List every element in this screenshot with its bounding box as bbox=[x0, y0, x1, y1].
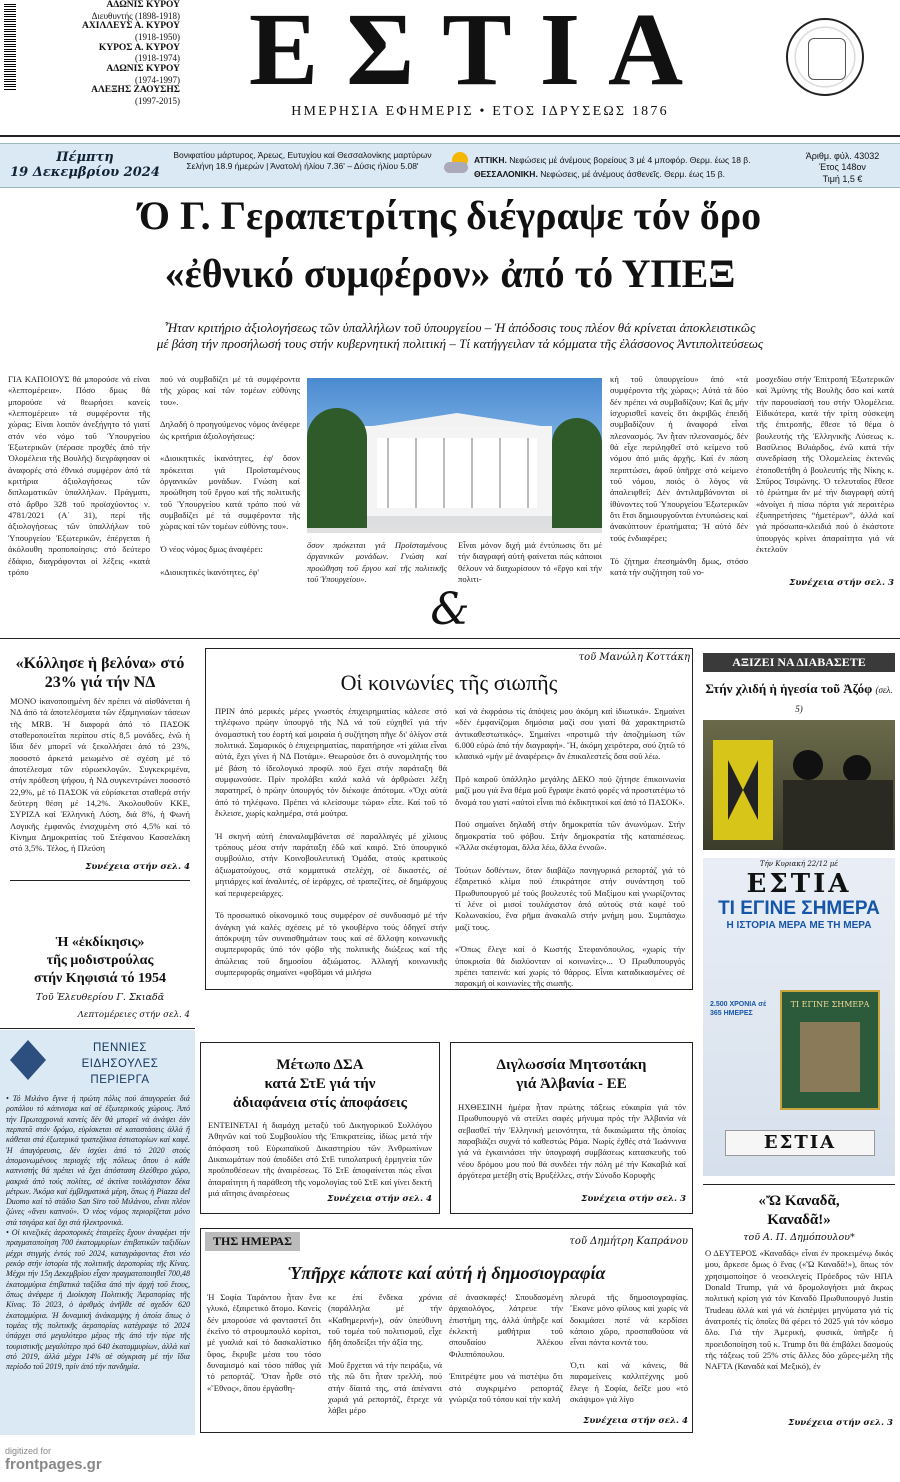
mitsotakis-body: ΗΧΘΕΣΙΝΗ ἡμέρα ἦταν πρώτης τάξεως εὐκαιρία γιά τόν Πρωθυπουργό νά στείλει σαφές μήνυμα πρός τήν Ἀλβανία νά σεβασθεῖ τήν Ἑλληνική μειονότητα, τά δικαιώματα τῆς ὁποίας παραβιάζει συχνά τό καθεστώς Ράμα. Νωρίς ἐχθές στά Ἰωάννινα γιά νά ἐγκαινιάσει τήν ὑπογραφή συμβάσεως κατασκευῆς τοῦ νέου δρόμου μου πού θά συνδέει τήν πόλη μέ τήν Κακαβιά καί ἀργότερα μετέβη στίς Βρυξέλλες, στήν Σύνοδο Κορυφῆς bbox=[458, 1102, 686, 1181]
kifisia-title-line: τῆς μοδιστρούλας bbox=[46, 953, 154, 968]
thess-label: ΘΕΣΣΑΛΟΝΙΚΗ. bbox=[474, 168, 538, 179]
lead-headline-line: «ἐθνικό συμφέρον» ἀπό τό ΥΠΕΞ bbox=[164, 251, 736, 296]
ministry-building-photo bbox=[307, 378, 602, 533]
pennies-body: • Τό Μιλάνο ἔγινε ἡ πρώτη πόλις πού ἀπαγορεύει διά ροπάλου τό κάπνισμα καί σέ ἐξωτερικούς χώρους. Ἀπό τήν Πρωτοχρονιά κανείς δέν θά μπορεῖ νά ἀνάψει ἐάν περπατᾶ στόν δρόμο, εὑρίσκεται σέ καταστάσεις ἀλλά ἤ κάθεται στά ἐξωτερικά τραπεζάκια ἑστιατορίων καί καφέ. Ἡ ἀπαγόρευσις, δέν ἰσχύει ἀπό τό 2020 στούς ἀπομονωμένους περιοχές τῆς πόλεως ὅπου ὁ κάθε καπνιστής θά πρέπει νά ἔχει ἀπόσταση ἐλεύθερο χώρο, μακριά ἀπό τούς πολίτες, σέ ἀκτίνα τουλάχιστον δέκα μέτρων. Ἀκόμα καί ἐμβληματικά μέρη, ὅπως ἡ Piazza del Duomo καί τό στάδιο San Siro τοῦ Μιλάνου, εἶναι πλέον ζώνες «ἄνευ καπνού». Ὁ νέος νόμος περιορίζεται μόνο στά τσιγάρα καί ὄχι στά ἠλεκτρονικά. • Οἱ κινεζικές ἀεροπορικές ἑταιρεῖες ἔχουν ἀναφέρει τήν πραγματοποίηση 700 ἑκατομμυρίων ἐπιβατικῶν ταξιδίων μέχρι στιγμής ἐντός τοῦ 2024, καταγράφοντας ἔτσι νέο ρεκόρ στήν ἱστορία τῆς πολιτικῆς ἀεροπορίας τῆς Κίνας. Μέχρι τήν 15η Δεκεμβρίου εἶχαν πραγματοποιηθεῖ 700,48 ἑκατομμύρια ἐπιβατικά ταξίδια ἀπό τήν ἀρχή τοῦ ἔτους, ὅπως ἀνέφερε ἡ Διοίκηση Πολιτικῆς Ἀεροπορίας τῆς Κίνας. Τό 2023, ὁ ἀριθμός ἀνῆλθε σέ σχεδόν 620 ἑκατομμύρια. Ἡ δυναμική ἀνάκαμψης ἡ ὁποία ὅπως ὁ τομέας τῆς πολιτικῆς ἀεροπορίας κατέγραψε τό 2024 ὑπάρχει στό μεγαλύτερο μέρος τῆς ἀπό τήν τύρε τῆς τουριστικῆς μεγαλύτερο πρό 640 ἑκατομμυρίων, ἀλλά καί στό 2019, ἀλλά μέχρι 14% σέ σύγκριση μέ τήν ἴδια περίοδο τοῦ 2019, πρίν ἀπό τήν πανδημία. bbox=[6, 1094, 190, 1372]
founder-name: ΑΛΕΞΗΣ ΖΑΟΥΣΗΣ bbox=[91, 85, 180, 96]
kifisia-title bbox=[10, 934, 190, 988]
divider bbox=[0, 638, 900, 639]
pennies-title-line: ΠΕΡΙΕΡΓΑ bbox=[90, 1074, 150, 1086]
founder-note: (1918-1974) bbox=[135, 53, 180, 64]
azov-title bbox=[703, 680, 895, 718]
lead-column-3: κή τοῦ ὑπουργείου» ἀπό «τά συμφέροντα τῆς χώρας»; Αὐτά τά δύο δέν πρέπει νά συμβαδίζουν; Καί ἄς μήν ἰσχυρισθεῖ κανείς ὅτι ἀκριβῶς ἐπειδή συμβαδίζουν ἡ ἀναφορά εἶναι πλεονασμός. Ἄν ἦταν πλεονασμός, δέν θά εἶχε περιληφθεῖ στό κείμενο τοῦ νόμου ἀπό μιᾶς ἀρχῆς. Καί ἐν πάση περιπτώσει, ἀφοῦ ὑπῆρχε στό κείμενο τοῦ νόμου, ποιός ὁ λόγος νά ἀπαλειφθεῖ; Δέν ἀντιλαμβάνονται οἱ ἰθύνοντες τοῦ Ὑπουργείου Ἐξωτερικῶν ὅτι ἔτσι δημιουργοῦνται ἐντυπώσεις καί ἀνακύπτουν ἐρωτήματα; Ἡ αὐτό δέν τούς ἐνδιαφέρει; Τό ζήτημα ἐπεσημάνθη δμως, στόσο κατά τήν συζήτηση τοῦ νο- bbox=[610, 374, 748, 577]
dsa-continued: Συνέχεια στήν σελ. 4 bbox=[327, 1194, 432, 1204]
lead-deck bbox=[20, 320, 900, 352]
newspaper-subtitle: ΗΜΕΡΗΣΙΑ ΕΦΗΜΕΡΙΣ • ΕΤΟΣ ΙΔΡΥΣΕΩΣ 1876 bbox=[291, 104, 669, 119]
founder-note: (1997-2015) bbox=[135, 95, 180, 106]
seal-logo bbox=[786, 18, 864, 96]
kottakis-title: Οἱ κοινωνίες τῆς σιωπῆς bbox=[340, 670, 558, 695]
issue-year: Έτος 148ον bbox=[819, 162, 866, 173]
worth-reading-tag: ΑΞΙΖΕΙ ΝΑ ΔΙΑΒΑΣΕΤΕ bbox=[703, 653, 895, 672]
kapranos-title: Ὑπῆρχε κάποτε καί αὐτή ἡ δημοσιογραφία bbox=[287, 1263, 606, 1283]
photo-caption-right: Εἶναι μόνον διχή μιά ἐντύπωσις ὅτι μέ τήν διαγραφή αὐτή φαίνεται πώς κάποιοι θέλουν νά διαχωρίσουν τό «ἔργο καί τήν πολιτι- bbox=[458, 540, 602, 585]
canada-title-line: «Ὤ Καναδᾶ, bbox=[758, 1193, 840, 1209]
barcode bbox=[4, 2, 16, 90]
kifisia-continued: Λεπτομέρειες στήν σελ. 4 bbox=[77, 1010, 190, 1020]
mrb-poll-title: «Κόλλησε ἡ βελόνα» στό 23% γιά τήν ΝΔ bbox=[15, 655, 185, 691]
newspaper-title: ΕΣΤΙΑ bbox=[248, 0, 712, 107]
tis-imeras-tag: ΤΗΣ ΗΜΕΡΑΣ bbox=[205, 1232, 300, 1251]
sun-times: Σελήνη 18.9 ήμερών | Άνατολή ήλίου 7.36' – Δύσις ήλίου 5.08' bbox=[186, 160, 419, 171]
price: Τιμή 1,5 € bbox=[822, 173, 863, 184]
book-cover bbox=[780, 990, 880, 1110]
mrb-poll-continued: Συνέχεια στήν σελ. 4 bbox=[85, 862, 190, 872]
photo-caption-left: ὅσον πρόκειται γιά Προϊσταμένους ὀργανικῶν μονάδων. Γνώση καί προώθηση τοῦ ἔργου καί τῆς πολιτικῆς τοῦ Ὑπουργείου». bbox=[307, 540, 447, 585]
lead-deck-line: Ἦταν κριτήριο ἀξιολογήσεως τῶν ὑπαλλήλων τοῦ ὑπουργείου – Ἡ ἀπόδοσις τους πλέον θά κρίνεται ἀποκλειστικῶς bbox=[164, 320, 756, 335]
mitsotakis-title bbox=[455, 1056, 688, 1094]
watermark bbox=[5, 1446, 145, 1473]
issue-info bbox=[790, 151, 895, 185]
kifisia-title-line: Ἡ «ἐκδίκησις» bbox=[55, 935, 145, 950]
dsa-title-line: κατά ΣτΕ γιά τήν bbox=[264, 1076, 376, 1092]
dsa-title-line: Μέτωπο ΔΣΑ bbox=[276, 1057, 364, 1073]
issue-number: Άριθμ. φύλ. 43032 bbox=[805, 151, 880, 161]
founder-name: ΑΔΩΝΙΣ ΚΥΡΟΥ bbox=[106, 0, 180, 10]
lead-column-4: μοσχεδίου στήν Ἐπιτροπή Ἐξωτερικῶν καί Ἀμύνης τῆς Βουλῆς ὅσο καί κατά τήν παρουσίασή του στήν Ὀλομέλεια. Εἰδικότερα, κατά τήν τρίτη σύσκεψη τῆς ἐπιτροπῆς, ἔθεσε τό θέμα ὁ βουλευτής τῆς Ἑλληνικῆς Λύσεως κ. Βασίλειος Βιλιάρδος, ἐνῶ κατά τήν συνεδρίαση τῆς Ὀλομελείας ἐκτενῶς ἐτοποθετήθη ὁ βουλευτής τῆς Νίκης κ. Σπῦρος Τσιρώνης. Ὁ τελευταῖος ἔθεσε τό ἐρώτημα ἄν μέ τήν διαγραφή αὐτή «ἀνοίγει ἡ πίσω πόρτα γιά περαιτέρω ἐξυπηρετήσεις “ἡμετέρων”, ἀλλά καί γιά πρόσωπα-κλειδιά πού ὁ ἑκάστοτε ὑπουργός κρίνει ἀπαραίτητα γιά νά ἐκτελοῦν bbox=[756, 374, 894, 555]
ad-paper-logo: ΕΣΤΙΑ bbox=[746, 869, 852, 899]
kapranos-column-2: κε ἐπί ἕνδεκα χρόνια (παράλληλα μέ τήν «Καθημερινή»), σάν ὑπεύθυνη τοῦ τομέα τοῦ πολιτισμοῦ, εἶχε ἤδη ἀποδείξει τήν ἀξία της. Μοῦ ἔρχεται νά τήν πειράξω, νά τῆς πῶ ὅτι ἦταν τρελλή, πού στήν δίαιτά της, στά ἀπέναντι χωριά γιά ρεπορτάζ, ἔτρεχε νά λάβει μέρο bbox=[328, 1292, 442, 1416]
lead-headline bbox=[20, 194, 880, 296]
watermark-site: frontpages.gr bbox=[5, 1456, 102, 1473]
kottakis-byline: τοῦ Μανώλη Κοττάκη bbox=[578, 652, 690, 663]
weekday: Πέμπτη bbox=[56, 150, 114, 165]
kapranos-column-3: σέ ἀνασκαφές! Σπουδασμένη ἀρχαιολόγος, λάτρευε τήν ἐπιστήμη της, ἀλλά ὑπῆρξε καί ἐκλεκτή μαθήτρια τοῦ σπουδαίου Ἀλέκου Φιλιππόπουλου. Ἐπιτρέψτε μου νά πιστέψω ὅτι στό συγκριμένο ρεπορτάζ γνώριζα τοῦ τόπου καί τήν καλή bbox=[449, 1292, 563, 1405]
pennies-title-line: ΕΙΔΗΣΟΥΛΕΣ bbox=[81, 1058, 159, 1070]
kapranos-column-1: Ἡ Σοφία Ταράντου ἦταν ἕνα γλυκό, ἐξαιρετικό ἄτομο. Κανείς δέν μπορούσε νά φανταστεῖ ὅτι ἐκεῖνο τό στρουμπουλό κορίτσι, μέ γυαλιά καί τό δασκαλίστικο ὕφος, ἔκρυβε μέσα του τόσο δυναμισμό καί τόσο πάθος γιά τό ρεπορτάζ. Ὅταν ἦρθε στό «Ἔθνος», ὅπου ἐργάσθη- bbox=[207, 1292, 321, 1393]
canada-title bbox=[703, 1192, 895, 1230]
ampersand-divider: & bbox=[430, 584, 470, 635]
lead-column-2: πού νά συμβαδίζει μέ τά συμφέροντα τῆς χώρας καί τῶν τομέων εὐθύνης του». Δηλαδή ὁ προηγούμενος νόμος ἀνέφερε ὡς κριτήρια ἀξιολογήσεως: «Διοικητικές ἱκανότητες, ἐφ' ὅσον πρόκειται γιά Προϊσταμένους ὀργανικῶν μονάδων. Γνώση καί προώθηση τοῦ ἔργου καί τῆς πολιτικῆς τοῦ Ὑπουργείου κατά τρόπο πού νά συμβαδίζει μέ τά συμφέροντα τῆς χώρας καί τῶν τομέων εὐθύνης του». Ὁ νέος νόμος δμως ἀναφέρει: «Διοικητικές ἱκανότητες, ἐφ' bbox=[160, 374, 300, 577]
canada-title-line: Καναδᾶ!» bbox=[767, 1212, 831, 1228]
founder-name: ΑΔΩΝΙΣ ΚΥΡΟΥ bbox=[106, 63, 180, 74]
divider bbox=[0, 135, 900, 137]
founders-list bbox=[30, 0, 180, 106]
founder-note: (1974-1997) bbox=[135, 74, 180, 85]
azov-photo bbox=[703, 720, 895, 850]
date-block bbox=[10, 150, 160, 180]
dsa-title-line: ἀδιαφάνεια στίς ἀποφάσεις bbox=[233, 1095, 407, 1111]
kapranos-continued: Συνέχεια στήν σελ. 4 bbox=[583, 1416, 688, 1426]
ad-sunday-note: Τήν Κυριακή 22/12 μέ bbox=[759, 860, 839, 868]
canada-body: Ο ΔΕΥΤΕΡΟΣ «Καναδᾶς» εἶναι ἐν προκειμένῳ δικός μου, ἄρκεσε δμως ὁ ἕνας («Ὤ Καναδᾶ!»), ὅπως τόν χρησιμοποίησε ὁ νεοεκλεγείς Πρόεδρος τῶν ΗΠΑ Donald Trump, γιά νά δρομολογήσει μιά ἄκρως πολιτική κρίση γιά τόν Καναδό Πρωθυπουργό Justin Trudeau ἀλλά καί γιά νά ἐκπέμψει μηνύματα γιά τίς ἀνατροπές τίς ὁποῖες θά φέρει τό 2025 γιά τόν κόσμο ὅλο. Γιά τήν Ἀμερική, φυσικά, ὑπῆρξε ἡ προειδοποίηση τοῦ κ. Trump ὅτι θά ἐπιβάλει δασμούς τῆς τάξεως τοῦ 25% στίς ἄλλες δύο χῶρες-μέλη τῆς NAFTA (Καναδά καί Μεξικό), ἐν bbox=[705, 1248, 893, 1372]
ad-years: 2.500 ΧΡΟΝΙΑ σέ 365 ΗΜΕΡΕΣ bbox=[710, 1001, 767, 1017]
founder-name: ΑΧΙΛΛΕΥΣ Α. ΚΥΡΟΥ bbox=[82, 21, 180, 32]
canada-continued: Συνέχεια στήν σελ. 3 bbox=[788, 1418, 893, 1428]
divider bbox=[703, 1184, 895, 1185]
lead-deck-line: μέ βάση τήν προσήλωσή τους στήν κυβερνητική πολιτική – Τί κατήγγειλαν τά κόμματα τῆς ἐλάσσονος Ἀντιπολιτεύσεως bbox=[156, 336, 764, 351]
mrb-poll-body: ΜΟΝΟ ἱκανοποιημένη δέν πρέπει νά αἰσθάνεται ἡ ΝΔ ἀπό τά ἀποτελέσματα τῶν ἐξαμηνιαίων τάσεων τῆς MRB. Ἡ διαφορά ἀπό τό ΠΑΣΟΚ σταθεροποιεῖται περίπου στίς 8,5 μονάδες, ἐνῶ ἡ ἴδια δέν μπορεῖ νά ξεκολλήσει ἀπό τό 23%, ποσοστό ἀρκετά μειωμένο σέ σχέση μέ τό ἀποτέλεσμα τῶν εὐρωεκλογῶν. Συγκεκριμένα, στήν πρόθεση ψήφου, ἡ ΝΔ συγκεντρώνει ποσοστό 22,9%, μέ τό ΠΑΣΟΚ νά εὑρίσκεται σταθερά στήν δεύτερη θέση μέ 14,2%. Ἀκολουθοῦν ΚΚΕ, ΣΥΡΙΖΑ καί Ἑλληνική Λύση, διά 8%, ἡ Φωνή Λογικῆς ἐμφανῶς ἐνισχυμένη στό 4,5% καί τό Κίνημα Δημοκρατίας τοῦ Στέφανου Κασσελάκη στό 3,5%. Τέλος, ἡ Πλεύση bbox=[10, 696, 190, 854]
dsa-title bbox=[205, 1056, 435, 1113]
kifisia-title-line: στήν Κηφισιά τό 1954 bbox=[34, 971, 166, 986]
almanac bbox=[170, 150, 435, 171]
kapranos-column-4: πλευρά τῆς δημοσιογραφίας. Ἔκανε μόνο φίλους καί χωρίς νά δοκιμάσει ποτέ νά κερδίσει κάποιο χῶρο, προσπαθούσα νά εἶναι πάντα κοντά του. Ὁ,τι καί νά κάνεις, θά παραμείνεις καλλιτέχνης μοῦ ἔλεγε ἡ Σοφία, δεῖξε μου «τό σκάψιμο» γιά λίγο bbox=[570, 1292, 688, 1405]
dsa-body: ΕΝΤΕΙΝΕΤΑΙ ἡ διαμάχη μεταξύ τοῦ Δικηγορικοῦ Συλλόγου Ἀθηνῶν καί τοῦ Συμβουλίου τῆς Ἐπικρατείας, ἰδίως μετά τήν ἀπόφαση τοῦ Εὐρωπαϊκοῦ Δικαστηρίου τῶν Ἀνθρωπίνων Δικαιωμάτων πού ἀποδίδει στό ΣτΕ τυπολατρική ἑρμηνεία τῶν προϋποθέσεων τῆς ἀναιρέσεως. Τό ΣτΕ ἀποφαίνεται πώς εἶναι ἀπαραίτητη ἡ παράθεση τῆς νομολογίας τοῦ ΣτΕ καί γίνει δεκτή μιά αἴτησις ἀναιρέσεως bbox=[208, 1120, 432, 1199]
ad-headline: ΤΙ ΕΓΙΝΕ ΣΗΜΕΡΑ bbox=[718, 898, 880, 919]
attica-forecast: Νεφώσεις μέ άνέμους βορείους 3 μέ 4 μποφόρ. Θερμ. έως 18 β. bbox=[509, 155, 751, 165]
date: 19 Δεκεμβρίου 2024 bbox=[10, 165, 160, 180]
kottakis-column-2: καί νά ἐκφράσω τίς ἀπόψεις μου ἀκόμη καί ἰδιωτικά». Σημαίνει «δέν ἐμφανίζομαι δημόσια μαζί σου γιατί θά χαρακτηριστῶ ἀντικαθεστωτικός». Σημαίνει «προτιμῶ τήν ἀποζημίωση τῶν 6.000 εὐρώ ἀπό τήν διαγραφή». Ἤ, ἀκόμη χειρότερα, σού ζητῶ τό κλασικό «μήν μέ ἀναφέρεις» ἄν ἐπικαλεστεῖς ὅσα σοῦ λέω. Πρό καιροῦ ὑπάλληλο μεγάλης ΔΕΚΟ πού ζήτησε ἐπικοινωνία μαζί μου γιά ἕνα θέμα μοῦ ἔγραψε ἑκατό φορές νά προστατέψω τό ὄνομά του γιατί «αὐτοί εἶναι πιό ἐκδικητικοί καί ἀπό τό ΠΑΣΟΚ». Πού σημαίνει δηλαδή στήν δημοκρατία τῶν ἀνωνύμων. Στήν δημοκρατία τοῦ φόβου. Στήν δημοκρατία τῆς καταπιέσεως. «Ἄλλα σκέφτομαι, ἄλλα λέω, ἄλλα ἐννοῶ». Τούτων δοθέντων, ὅταν διαβάζω πανηγυρικά ρεπορτάζ γιά τό ἐξαιρετικό κλίμα πού ἐπικράτησε στήν συνάντηση τοῦ Πρωθυπουργοῦ μέ τούς βουλευτές τοῦ Μαξίμου καί γνωρίζοντας τί λένε οἱ μισοί τουλάχιστον ἀπό αὐτούς στά καφέ τοῦ Κολωνακίου, ἕνα ρῆμα ἀνακαλῶ στήν μνήμη μου. Συμπάσχω μαζί τους. «Ὅπως ἔλεγε καί ὁ Κωστής Στεφανόπουλος, «χωρίς τήν ὑποκρισία θά διαλύονταν οἱ κοινωνίες»... Ὁ Πρωθυπουργός πρέπει ταπεινά: καί χωρίς τό θάρρος. Εἶναι καταδικασμένες σέ παρακμή οἱ κοινωνίες τῆς σιωπῆς. bbox=[455, 706, 685, 989]
kifisia-author: Τοῦ Ἐλευθερίου Γ. Σκιαδᾶ bbox=[35, 992, 165, 1003]
sun-cloud-icon bbox=[444, 152, 470, 178]
azov-title-text: Στήν χλιδή ἡ ἡγεσία τοῦ Ἀζόφ bbox=[705, 681, 873, 696]
divider bbox=[0, 1028, 195, 1029]
mitsotakis-title-line: γιά Ἀλβανία - ΕΕ bbox=[516, 1076, 627, 1092]
ad-paper-logo-2: ΕΣΤΙΑ bbox=[725, 1130, 875, 1156]
kottakis-column-1: ΠΡΙΝ ἀπό μερικές μέρες γνωστός ἐπιχειρηματίας κάλεσε στό τηλέφωνο πρώην ὑπουργό τῆς ΝΔ νά τοῦ εὐχηθεῖ γιά τήν ὀνομαστική του ἑορτή καί μοιραία ἡ συζήτηση πῆγε δι' ὀλίγον στά πολιτικά. Σαμαρικός ὁ ἐπιχειρηματίας, παρατήρησε «τί χάλια εἶναι αὐτά, ἔχει γίνει ἡ ΝΔ Ποτάμι». Θεωρούσε ὅτι ὁ συνομιλητής του μέ βάση τό ἰδεολογικό προφίλ πού ἔχει στήν παράταξη θά συμφωνούσε. Πρίν προλάβει καλά καλά νά ἀρθρώσει λέξη παρατηρεῖ, ὁ πρώην ὑπουργός τόν διέκοψε ἀπότομα. «Ὄχι αὐτά ἀπό τό τηλέφωνο. Πρέπει νά κλείσουμε τώρα» εἶπε. Καί τοῦ τό ἔκλεισε, χωρίς καλημέρα, στά μούτρα. Ἡ σκηνή αὐτή ἐπαναλαμβάνεται σέ παραλλαγές μέ χίλιους τρόπους μέσα στήν παράταξη ἐδῶ καί καιρό. Στό ὑπουργικό συμβούλιο, στήν Κοινοβουλευτική Ὁμάδα, στούς κρατικούς ἀξιωματούχους, στά κομματικά στελέχη, σέ δικαστές, σέ μητιάρχες καί ἀναλυτές, σέ ἱεράρχες, σέ τραπεζίτες, σέ δημάρχους καί περιφερειάρχες. Τό προσωπικό οἰκονομικό τους συμφέρον σέ συνδυασμό μέ τήν ἀνάγκη γιά καλές σχέσεις μέ τό γκουβέρνο τούς ὁδηγεῖ στήν ἀπόκρυψη τῶν συναισθημάτων τους καί σέ ἄλλοψη κοινωνικῆς συμπεριφορᾶς ὑπό τόν φόβο τῆς πολιτικῆς διώξεως καί τῆς ἀπώλειας τοῦ δημοσίου ἀξιώματος. Ἀλλαγή κοινωνικῆς συμπεριφορᾶς σημαίνει «φοβᾶμαι νά μιλήσω bbox=[215, 706, 447, 977]
lead-column-1: ΓΙΑ ΚΑΠΟΙΟΥΣ θά μπορούσε νά είναι «λεπτομέρεια». Πόσο δμως θά μπορούσε νά θεωρήσει κανείς «λεπτομέρεια» τά συμφέροντα τῆς χώρας; Είναι λοιπόν άνεξήγητο τό γιατί στόν νέο νόμο τοῦ Ὑπουργείου Ἐξωτερικῶν (πέρασε προχθές ἀπό τήν Ὀλομέλεια τῆς Βουλῆς) διεγράφησαν οἱ ἀναφορές στό έθνικό συμφέρον ἀπό τά κριτήρια ἀξιολογήσεως τῶν διπλωματικῶν ὑπαλλήλων. Πράγματι, στό ἄρθρο 328 τοῦ προϊσχύοντος ν. 4781/2021 (Α΄ 31), περί τῆς ἀξιολογήσεως τῶν ὑπαλλήλων τοῦ Ὑπουργείου Ἐξωτερικῶν, ἐπέργεται ἡ ἀκόλουθη προποποίησις: στό δεύτερο ἐδάφιο, διαγράφονται οἱ λέξεις «κατά τρόπο bbox=[8, 374, 150, 577]
attica-label: ΑΤΤΙΚΗ. bbox=[474, 155, 507, 165]
thess-forecast: Νεφώσεις, μέ άνέμους άσθενεῖς. Θερμ. έως 15 β. bbox=[540, 168, 725, 179]
azov-page-ref: (σελ. 5) bbox=[795, 685, 893, 714]
pennies-title-line: ΠΕΝΝΙΕΣ bbox=[92, 1042, 148, 1054]
lead-continued: Συνέχεια στήν σελ. 3 bbox=[789, 578, 894, 588]
watermark-line: digitized for bbox=[5, 1446, 52, 1456]
pennies-title bbox=[55, 1040, 185, 1088]
founder-note: (1918-1950) bbox=[135, 32, 180, 43]
weather bbox=[474, 155, 784, 179]
founder-name: ΚΥΡΟΣ Α. ΚΥΡΟΥ bbox=[98, 42, 180, 53]
lead-headline-line: Ό Γ. Γεραπετρίτης διέγραψε τόν ὅρο bbox=[138, 193, 762, 238]
kapranos-byline: τοῦ Δημήτρη Καπράνου bbox=[569, 1236, 688, 1247]
mitsotakis-title-line: Διγλωσσία Μητσοτάκη bbox=[496, 1057, 647, 1073]
book-title: ΤΙ ΕΓΙΝΕ ΣΗΜΕΡΑ bbox=[790, 1000, 870, 1009]
divider bbox=[10, 880, 190, 881]
mitsotakis-continued: Συνέχεια στήν σελ. 3 bbox=[581, 1194, 686, 1204]
founder-note: Διευθυντής (1898-1918) bbox=[91, 10, 180, 21]
saints-day: Βονιφατίου μάρτυρος, Άρεως, Ευτυχίου καί Θεσσαλονίκης μαρτύρων bbox=[173, 150, 432, 160]
ad-subtitle: Η ΙΣΤΟΡΙΑ ΜΕΡΑ ΜΕ ΤΗ ΜΕΡΑ bbox=[726, 920, 872, 931]
canada-author: τοῦ Α. Π. Δημόπουλου* bbox=[743, 1232, 855, 1243]
